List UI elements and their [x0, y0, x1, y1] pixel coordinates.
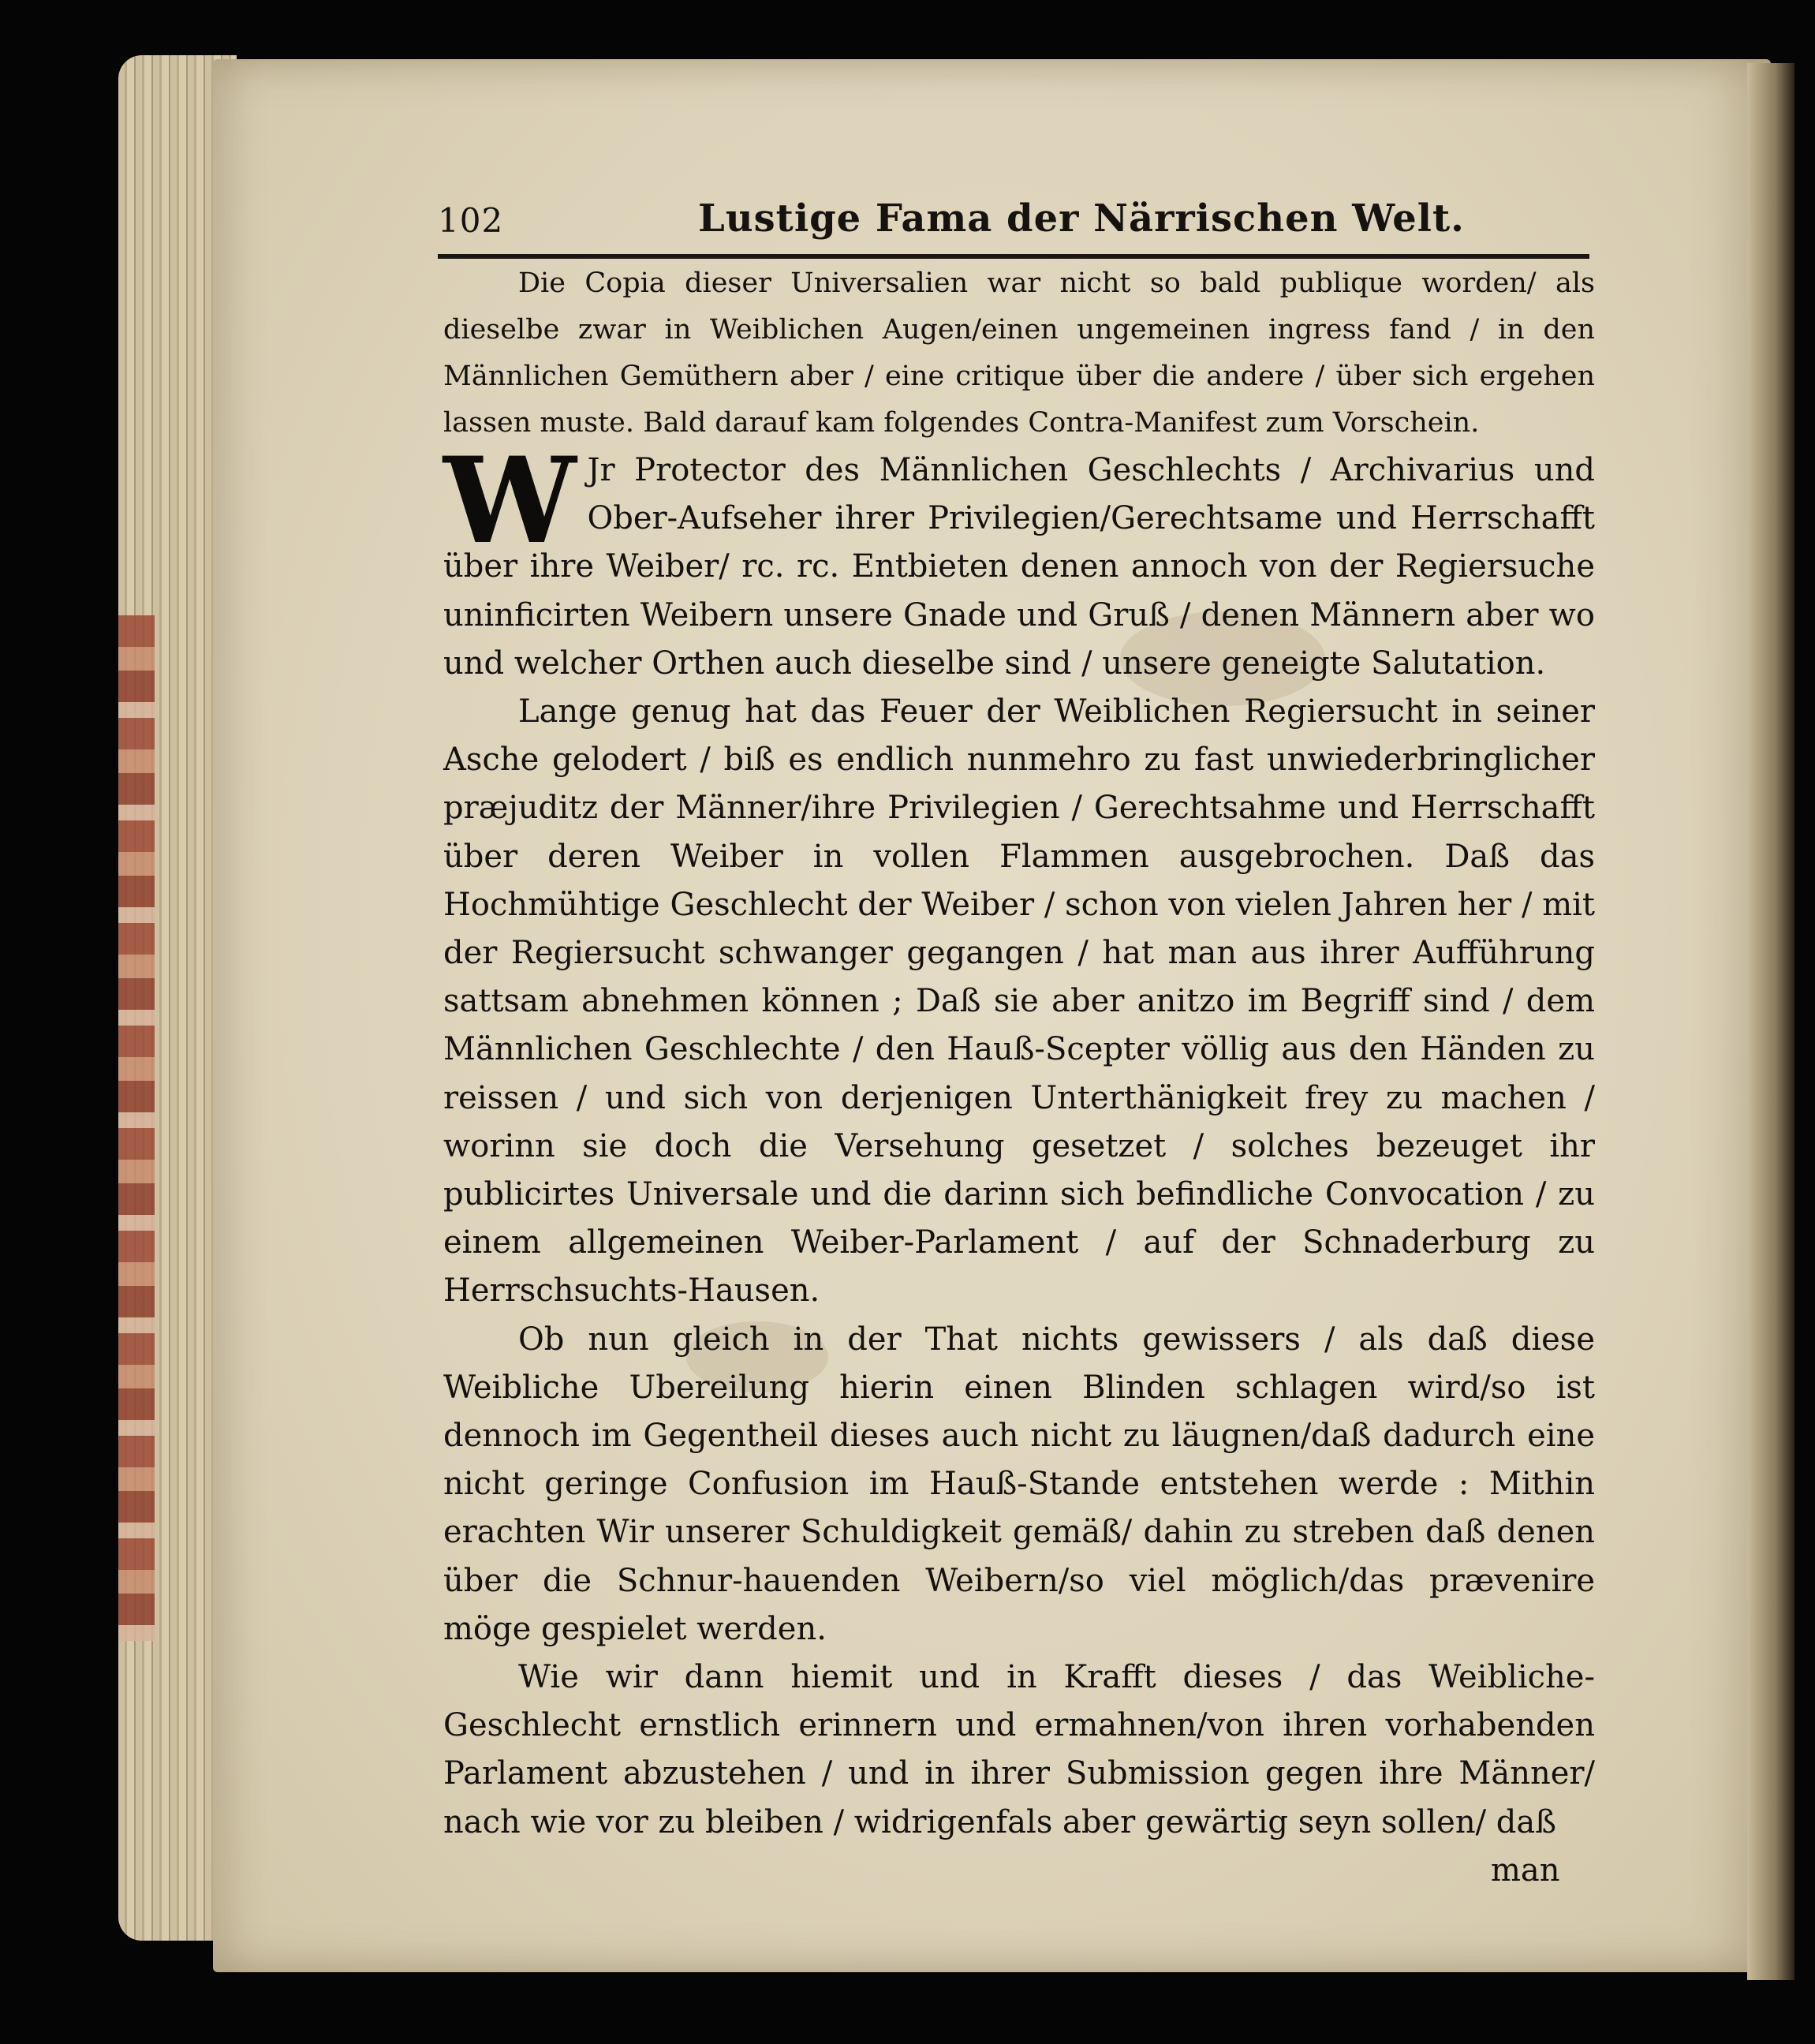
decorated-initial: W — [443, 432, 577, 570]
header-rule — [438, 254, 1589, 259]
manifest-paragraph — [443, 432, 1595, 688]
body-text — [443, 260, 1595, 1847]
running-title: Lustige Fama der Närrischen Welt. — [698, 196, 1465, 241]
page-number: 102 — [438, 201, 504, 240]
manifest-text: Jr Protector des Männlichen Geschlechts / Archivarius und Ober-Aufseher ihrer Privilegien/Gerechtsame und Herrschafft über ihre Weiber/ rc. rc. Entbieten denen annoch von der Regiersuche uninficirten Weibern unsere Gnade und Gruß / denen Männern aber wo und welcher Orthen auch dieselbe sind / unsere geneigte Salutation. — [443, 452, 1595, 682]
paragraph: Lange genug hat das Feuer der Weiblichen Regiersucht in seiner Asche gelodert / biß es endlich nunmehro zu fast unwiederbringlicher præjuditz der Männer/ihre Privilegien / Gerechtsahme und Herrschafft über deren Weiber in vollen Flammen ausgebrochen. Daß das Hochmühtige Geschlecht der Weiber / schon von vielen Jahren her / mit der Regiersucht schwanger gegangen / hat man aus ihrer Aufführung sattsam abnehmen können ; Daß sie aber anitzo im Begriff sind / dem Männlichen Geschlechte / den Hauß-Scepter völlig aus den Händen zu reissen / und sich von derjenigen Unterthänigkeit frey zu machen / worinn sie doch die Versehung gesetzet / solches bezeuget ihr publicirtes Universale und die darinn sich befindliche Convocation / zu einem allgemeinen Weiber-Parlament / auf der Schnaderburg zu Herrschsuchts-Hausen. — [443, 693, 1595, 1310]
running-head — [438, 196, 1589, 256]
intro-paragraph: Die Copia dieser Universalien war nicht so bald publique worden/ als dieselbe zwar in Weiblichen Augen/einen ungemeinen ingress fand / in den Männlichen Gemüthern aber / eine critique über die andere / über sich ergehen lassen muste. Bald darauf kam folgendes Contra-Manifest zum Vorschein. — [443, 267, 1595, 439]
paragraph: Wie wir dann hiemit und in Krafft dieses / das Weibliche-Geschlecht ernstlich erinnern und ermahnen/von ihren vorhabenden Parlament abzustehen / und in ihrer Submission gegen ihre Männer/ nach wie vor zu bleiben / widrigenfals aber gewärtig seyn sollen/ daß — [443, 1659, 1595, 1840]
paragraph: Ob nun gleich in der That nichts gewissers / als daß diese Weibliche Ubereilung hierin einen Blinden schlagen wird/so ist dennoch im Gegentheil dieses auch nicht zu läugnen/daß dadurch eine nicht geringe Confusion im Hauß-Stande entstehen werde : Mithin erachten Wir unserer Schuldigkeit gemäß/ dahin zu streben daß denen über die Schnur-hauenden Weibern/so viel möglich/das prævenire möge gespielet werden. — [443, 1321, 1595, 1647]
catchword: man — [1491, 1852, 1560, 1889]
marbled-endpaper-edge — [118, 615, 155, 1641]
binding-gutter — [1747, 63, 1794, 1980]
